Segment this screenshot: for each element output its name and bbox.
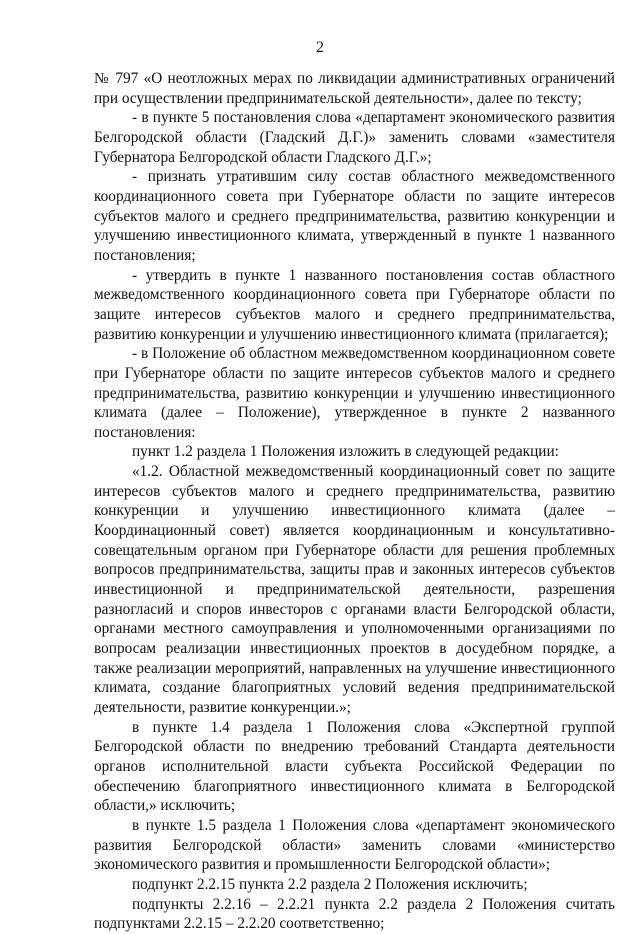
paragraph-point-1-2-text: «1.2. Областной межведомственный координационный совет по защите интересов субъектов малого и среднего предпринимательства, развитию конкуренции и улучшению инвестиционного климата (далее – Координационный совет) является координационным и консультативно-совещательным органом при Губернаторе области для решения проблемных вопросов предпринимательства, защиты прав и законных интересов субъектов инвестиционной и предпринимательской деятельности, разрешения разногласий и споров инвесторов с органами власти Белгородской области, органами местного самоуправления и уполномоченными организациями по вопросам реализации инвестиционных проектов в досудебном порядке, а также реализации мероприятий, направленных на улучшение инвестиционного климата, создание благоприятных условий ведения предпринимательской деятельности, развитие конкуренции.»; (94, 463, 615, 716)
page-number: 2 (316, 39, 324, 56)
paragraph-point-1-4: в пункте 1.4 раздела 1 Положения слова «Экспертной группой Белгородской области по внедрению требований Стандарта деятельности органов исполнительной власти субъекта Российской Федерации по обеспечению благоприятного инвестиционного климата в Белгородской области,» исключить; (94, 718, 615, 815)
paragraph-point-1-2-intro: пункт 1.2 раздела 1 Положения изложить в следующей редакции: (132, 443, 559, 461)
paragraph-item-approve-composition: - утвердить в пункте 1 названного постановления состав областного межведомственного координационного совета при Губернаторе области по защите интересов субъектов малого и среднего предпринимательства, развитию конкуренции и улучшению инвестиционного климата (прилагается); (94, 266, 615, 343)
paragraph-continuation: № 797 «О неотложных мерах по ликвидации административных ограничений при осуществлении предпринимательской деятельности», далее по тексту; (94, 70, 615, 107)
document-body (94, 69, 615, 934)
paragraph-item-repeal-composition: - признать утратившим силу состав областного межведомственного координационного совета при Губернаторе области по защите интересов субъектов малого и среднего предпринимательства, развитию конкуренции и улучшению инвестиционного климата, утвержденный в пункте 1 названного постановления; (94, 168, 615, 264)
paragraph-item-regulation-amendments: - в Положение об областном межведомственном координационном совете при Губернаторе области по защите интересов субъектов малого и среднего предпринимательства, развитию конкуренции и улучшению инвестиционного климата (далее – Положение), утвержденное в пункте 2 названного постановления: (94, 345, 615, 441)
paragraph-subpoint-2-2-15: подпункт 2.2.15 пункта 2.2 раздела 2 Положения исключить; (132, 875, 528, 893)
paragraph-subpoints-renumber: подпункты 2.2.16 – 2.2.21 пункта 2.2 раздела 2 Положения считать подпунктами 2.2.15 – 2.2.20 соответственно; (94, 895, 615, 933)
paragraph-point-1-5: в пункте 1.5 раздела 1 Положения слова «департамент экономического развития Белгородской области» заменить словами «министерство экономического развития и промышленности Белгородской области»; (94, 816, 615, 874)
paragraph-item-point-5: - в пункте 5 постановления слова «департамент экономического развития Белгородской области (Гладский Д.Г.)» заменить словами «заместителя Губернатора Белгородской области Гладского Д.Г.»; (94, 109, 615, 166)
